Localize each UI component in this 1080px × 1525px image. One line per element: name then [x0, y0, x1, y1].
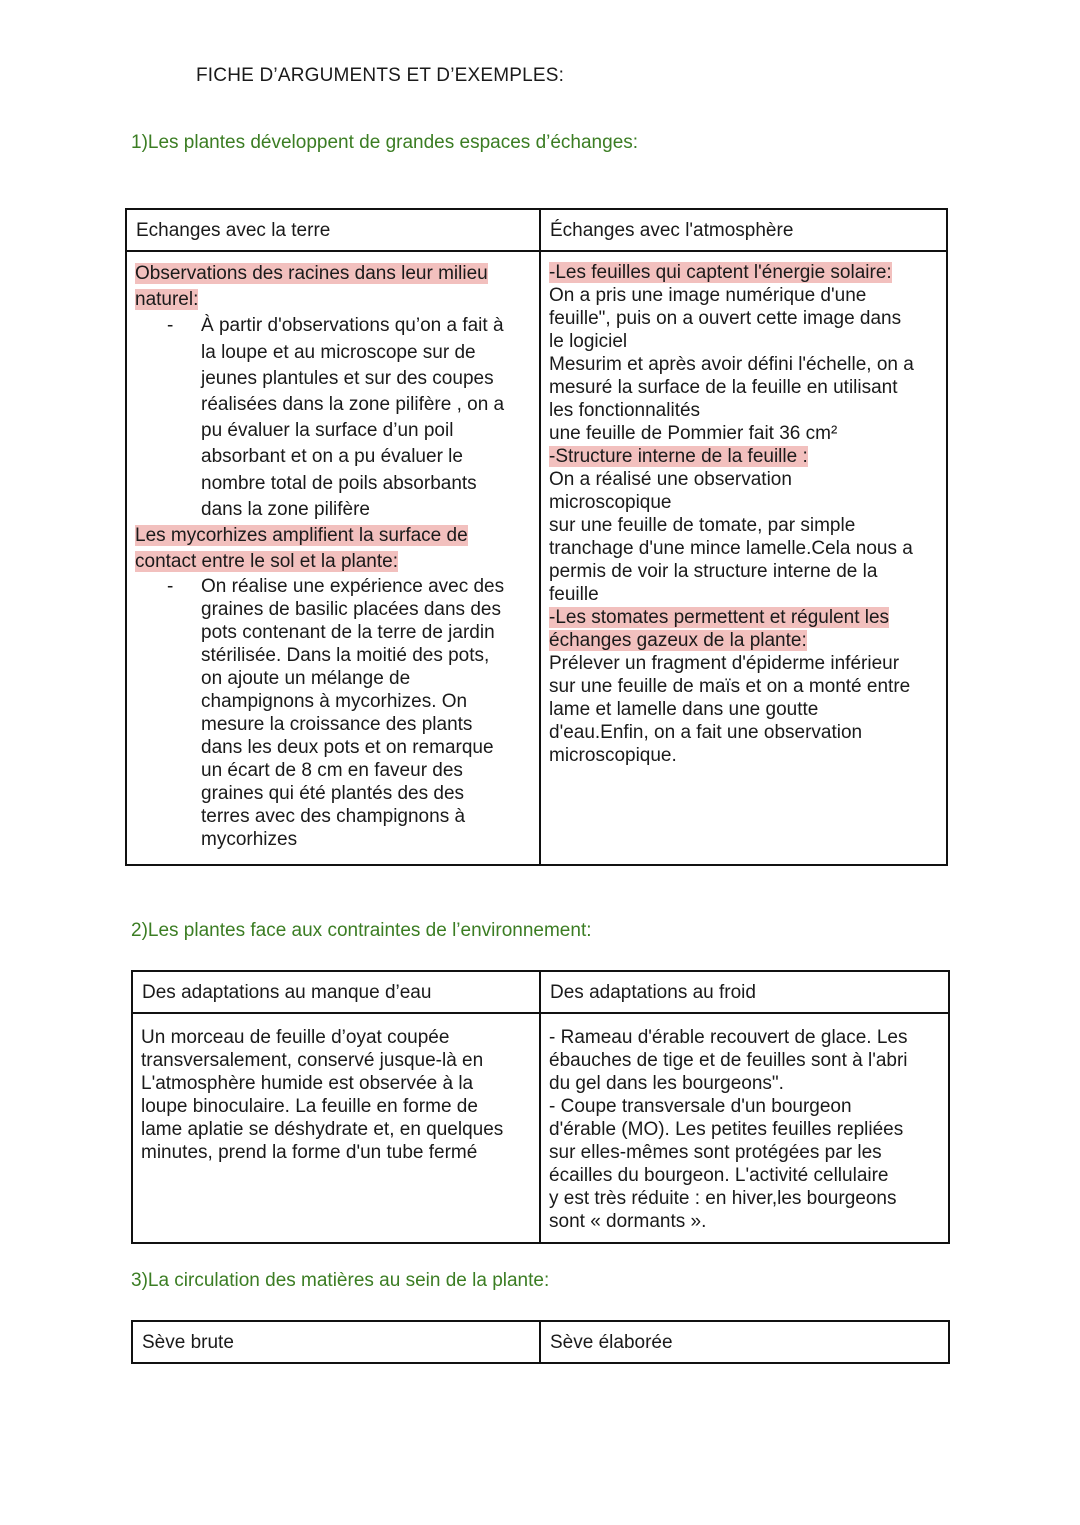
text-line: d'érable (MO). Les petites feuilles repliées [549, 1119, 904, 1140]
text-line: À partir d'observations qu’on a fait à [201, 315, 504, 337]
text-line: sur une feuille de tomate, par simple [549, 515, 856, 536]
text-line: feuille", puis on a ouvert cette image dans [549, 308, 902, 329]
highlight-leaves-heading: -Les feuilles qui captent l'énergie solaire: [549, 262, 892, 283]
col-header-raw-sap: Sève brute [132, 1321, 540, 1363]
text-line: nombre total de poils absorbants [201, 472, 477, 494]
text-line: transversalement, conservé jusque-là en [141, 1050, 484, 1071]
text-line: sur une feuille de maïs et on a monté entre [549, 676, 911, 697]
text-line: graines qui été plantés des des [201, 783, 465, 805]
section-3-heading: 3)La circulation des matières au sein de la plante: [131, 1270, 550, 1291]
text-line: réalisées dans la zone pilifère , on a [201, 394, 505, 416]
text-line: On réalise une expérience avec des [201, 576, 505, 598]
text-line: - Rameau d'érable recouvert de glace. Les [549, 1027, 908, 1048]
highlight-stomata-heading-2: échanges gazeux de la plante: [549, 630, 807, 651]
highlight-stomata-heading-1: -Les stomates permettent et régulent les [549, 607, 890, 628]
col-header-elaborated-sap: Sève élaborée [540, 1321, 949, 1363]
text-line: les fonctionnalités [549, 400, 701, 421]
highlight-mycorrhizae-heading-2: contact entre le sol et la plante: [135, 551, 398, 573]
text-line: permis de voir la structure interne de la [549, 561, 878, 582]
highlight-mycorrhizae-heading-1: Les mycorhizes amplifient la surface de [135, 525, 468, 547]
text-line: - Coupe transversale d'un bourgeon [549, 1096, 852, 1117]
text-line: d'eau.Enfin, on a fait une observation [549, 722, 863, 743]
section-1-heading: 1)Les plantes développent de grandes espaces d’échanges: [131, 132, 639, 153]
text-line: lame et lamelle dans une goutte [549, 699, 819, 720]
text-line: On a réalisé une observation [549, 469, 792, 490]
text-line: une feuille de Pommier fait 36 cm² [549, 423, 838, 444]
text-line: microscopique [549, 492, 672, 513]
environment-table [131, 970, 950, 1244]
soil-exchanges-cell [126, 251, 540, 865]
text-line: graines de basilic placées dans des [201, 599, 501, 621]
text-line: jeunes plantules et sur des coupes [201, 367, 494, 389]
text-line: Prélever un fragment d'épiderme inférieur [549, 653, 900, 674]
text-line: L'atmosphère humide est observée à la [141, 1073, 474, 1094]
col-header-cold: Des adaptations au froid [540, 971, 949, 1013]
text-line: du gel dans les bourgeons". [549, 1073, 784, 1094]
text-line: on ajoute un mélange de [201, 668, 411, 690]
bullet-dash: - [167, 576, 174, 598]
text-line: minutes, prend la forme d'un tube fermé [141, 1142, 478, 1163]
text-line: absorbant et on a pu évaluer le [201, 446, 463, 468]
text-line: un écart de 8 cm en faveur des [201, 760, 463, 782]
text-line: stérilisée. Dans la moitié des pots, [201, 645, 490, 667]
text-line: champignons à mycorhizes. On [201, 691, 468, 713]
atmosphere-exchanges-cell [540, 251, 947, 865]
text-line: mesure la croissance des plants [201, 714, 473, 736]
highlight-roots-heading-2: naturel: [135, 289, 199, 311]
text-line: Un morceau de feuille d’oyat coupée [141, 1027, 450, 1048]
text-line: écailles du bourgeon. L'activité cellulaire [549, 1165, 889, 1186]
water-adaptation-cell [132, 1013, 540, 1243]
text-line: dans la zone pilifère [201, 498, 370, 520]
document-title: FICHE D’ARGUMENTS ET D’EXEMPLES: [196, 65, 565, 86]
highlight-roots-heading-1: Observations des racines dans leur milieu [135, 263, 488, 284]
circulation-table [131, 1320, 950, 1364]
text-line: pots contenant de la terre de jardin [201, 622, 495, 644]
text-line: sur elles-mêmes sont protégées par les [549, 1142, 882, 1163]
text-line: mesuré la surface de la feuille en utilisant [549, 377, 898, 398]
list-item [135, 313, 531, 523]
text-line: microscopique. [549, 745, 677, 766]
text-line: dans les deux pots et on remarque [201, 737, 494, 759]
text-line: Mesurim et après avoir défini l'échelle, on a [549, 354, 914, 375]
text-line: ébauches de tige et de feuilles sont à l'abri [549, 1050, 908, 1071]
text-line: terres avec des champignons à [201, 806, 466, 828]
list-item [135, 575, 531, 851]
text-line: tranchage d'une mince lamelle.Cela nous a [549, 538, 913, 559]
text-line: lame aplatie se déshydrate et, en quelques [141, 1119, 504, 1140]
text-line: la loupe et au microscope sur de [201, 341, 476, 363]
exchanges-table [125, 208, 948, 866]
bullet-dash: - [167, 315, 174, 337]
text-line: On a pris une image numérique d'une [549, 285, 867, 306]
text-line: sont « dormants ». [549, 1211, 707, 1232]
col-header-water: Des adaptations au manque d’eau [132, 971, 540, 1013]
section-2-heading: 2)Les plantes face aux contraintes de l’environnement: [131, 920, 592, 941]
cold-adaptation-cell [540, 1013, 949, 1243]
text-line: y est très réduite : en hiver,les bourgeons [549, 1188, 897, 1209]
highlight-structure-heading: -Structure interne de la feuille : [549, 446, 808, 467]
text-line: loupe binoculaire. La feuille en forme de [141, 1096, 478, 1117]
col-header-atmosphere: Échanges avec l'atmosphère [540, 209, 947, 251]
text-line: pu évaluer la surface d’un poil [201, 420, 454, 442]
col-header-soil: Echanges avec la terre [126, 209, 540, 251]
text-line: feuille [549, 584, 599, 605]
text-line: le logiciel [549, 331, 628, 352]
text-line: mycorhizes [201, 829, 298, 851]
